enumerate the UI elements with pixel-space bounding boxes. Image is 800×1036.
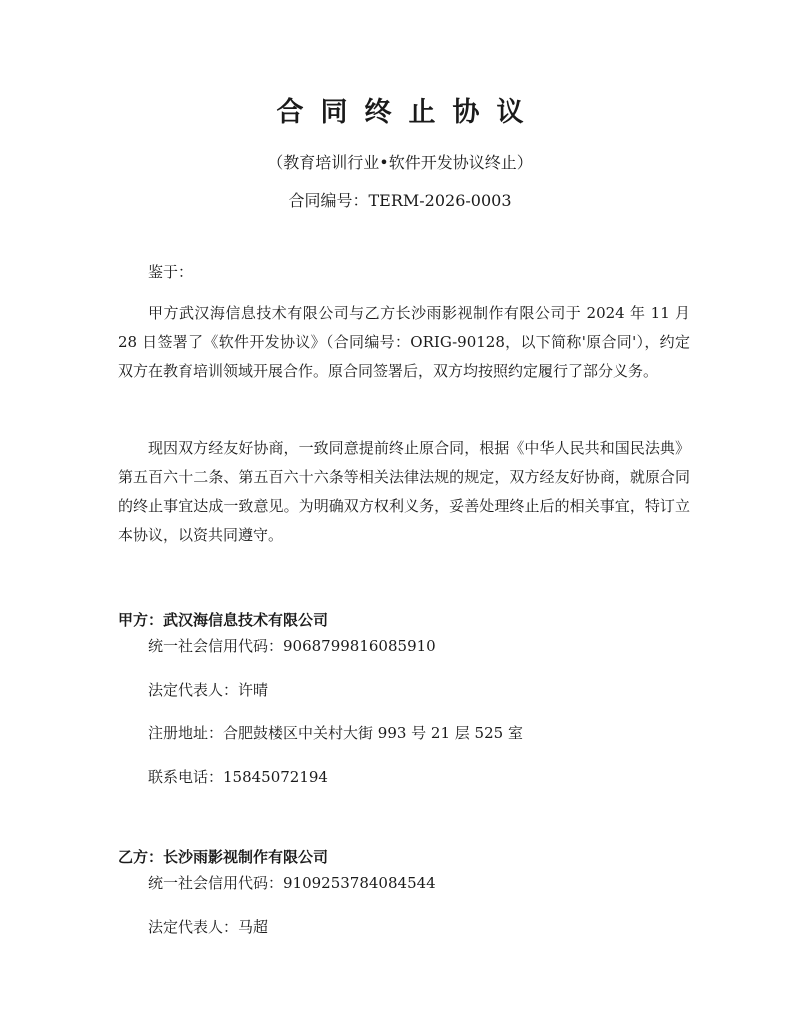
paragraph-termination-reason: 现因双方经友好协商，一致同意提前终止原合同，根据《中华人民共和国民法典》第五百六十二条、第五百六十六条等相关法律法规的规定，双方经友好协商，就原合同的终止事宜达成一致意见。为明确双方权利义务，妥善处理终止后的相关事宜，特订立本协议，以资共同遵守。 xyxy=(118,439,690,544)
document-title: 合同终止协议 xyxy=(276,97,541,128)
party-a-phone: 联系电话：15845072194 xyxy=(148,768,328,786)
party-a-legal-representative: 法定代表人：许晴 xyxy=(148,681,269,699)
contract-number: 合同编号：TERM-2026-0003 xyxy=(288,191,512,210)
whereas-label: 鉴于： xyxy=(148,263,194,281)
paragraph-background: 甲方武汉海信息技术有限公司与乙方长沙雨影视制作有限公司于 2024 年 11 月 28 日签署了《软件开发协议》（合同编号：ORIG-90128，以下简称'原合同'），约定双方在教育培训领域开展合作。原合同签署后，双方均按照约定履行了部分义务。 xyxy=(118,304,690,380)
party-b-legal-representative: 法定代表人：马超 xyxy=(148,918,269,936)
party-a-credit-code: 统一社会信用代码：9068799816085910 xyxy=(148,637,436,655)
party-b-heading: 乙方：长沙雨影视制作有限公司 xyxy=(118,848,329,866)
document-subtitle: （教育培训行业•软件开发协议终止） xyxy=(267,153,533,172)
party-a-address: 注册地址：合肥鼓楼区中关村大街 993 号 21 层 525 室 xyxy=(148,724,523,742)
party-b-credit-code: 统一社会信用代码：9109253784084544 xyxy=(148,874,436,892)
party-a-heading: 甲方：武汉海信息技术有限公司 xyxy=(118,611,329,629)
